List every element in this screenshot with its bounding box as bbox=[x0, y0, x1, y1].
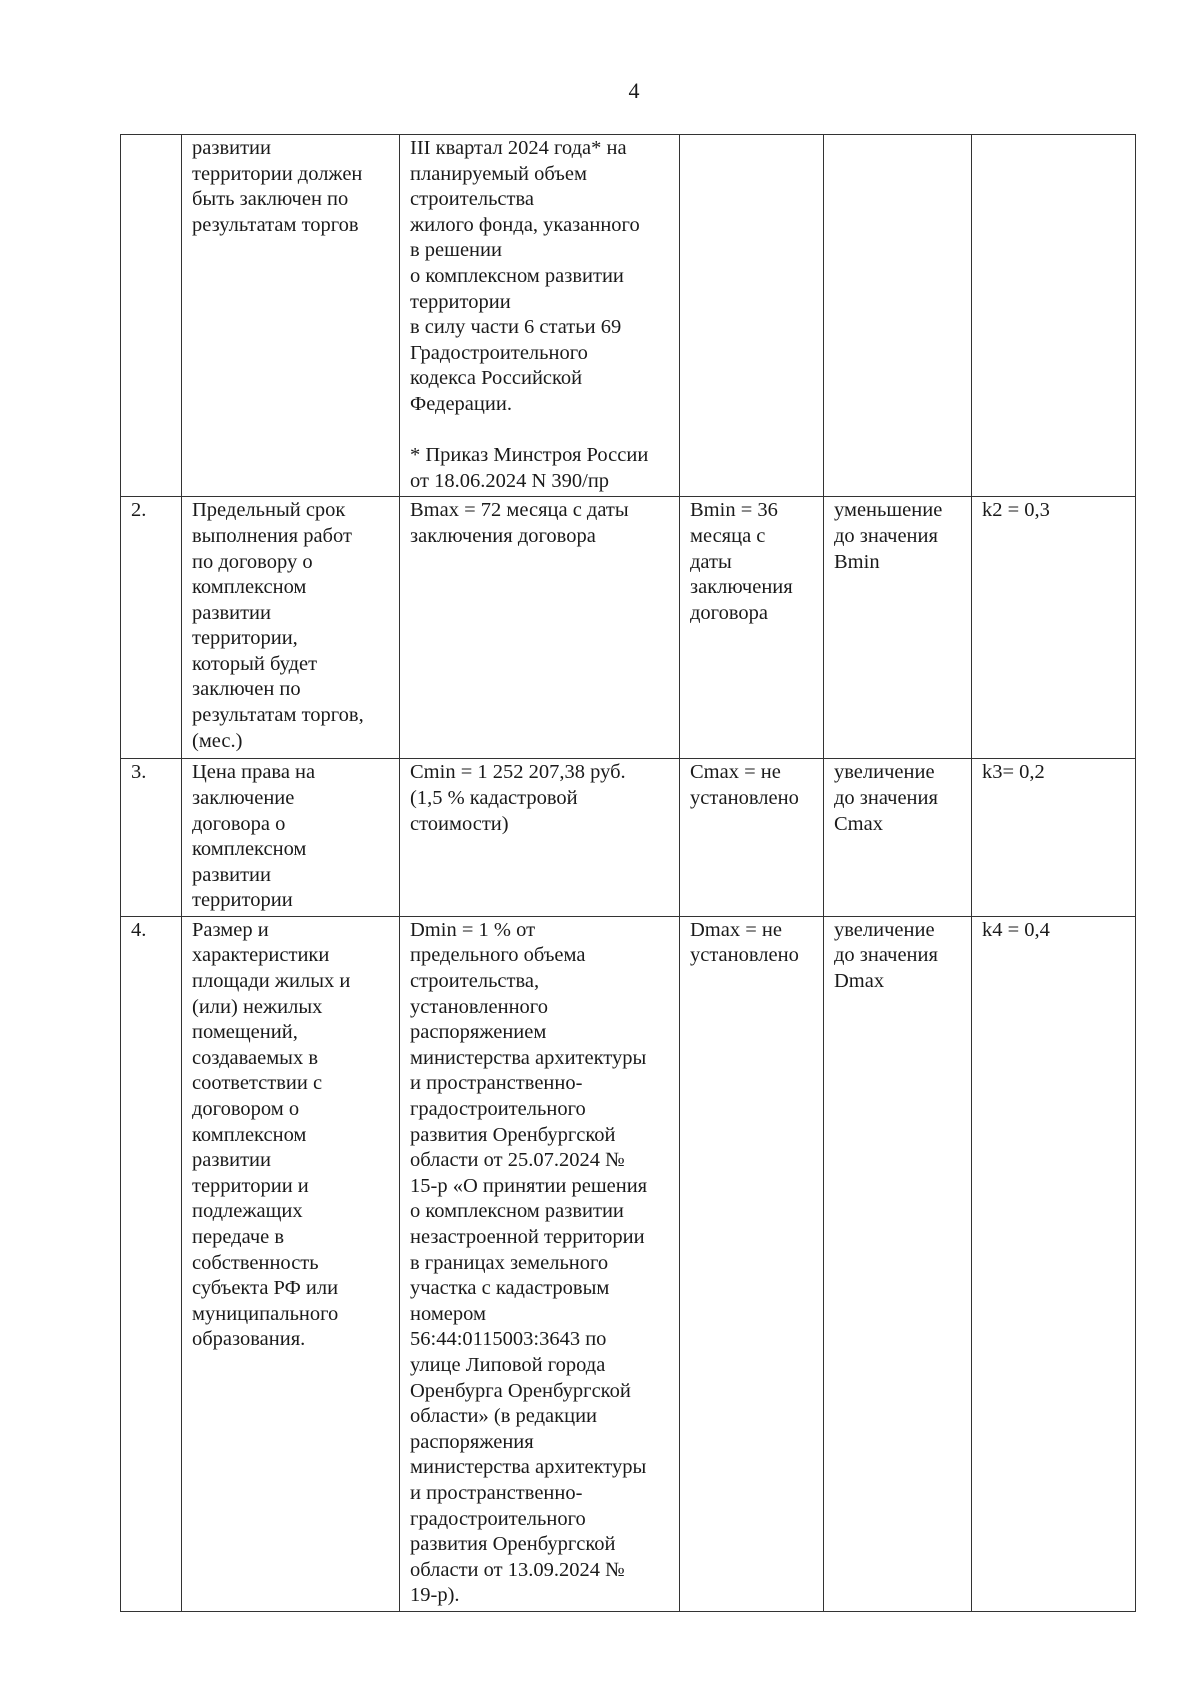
criteria-table bbox=[120, 134, 1136, 1612]
direction-cell: увеличение до значения Cmax bbox=[824, 759, 972, 917]
row-number-cell: 3. bbox=[121, 759, 182, 917]
table-row bbox=[121, 135, 1136, 497]
table-row bbox=[121, 916, 1136, 1611]
direction-cell: увеличение до значения Dmax bbox=[824, 916, 972, 1611]
value-cell: Cmin = 1 252 207,38 руб. (1,5 % кадастровой стоимости) bbox=[400, 759, 680, 917]
direction-cell: уменьшение до значения Bmin bbox=[824, 497, 972, 759]
value-cell: Bmax = 72 месяца с даты заключения договора bbox=[400, 497, 680, 759]
limit-cell bbox=[680, 135, 824, 497]
value-cell: III квартал 2024 года* на планируемый объем строительства жилого фонда, указанного в решении о комплексном развитии территории в силу части 6 статьи 69 Градостроительного кодекса Российской Федерации. * Приказ Минстроя России от 18.06.2024 N 390/пр bbox=[400, 135, 680, 497]
row-number-cell: 2. bbox=[121, 497, 182, 759]
direction-cell bbox=[824, 135, 972, 497]
coefficient-cell: k2 = 0,3 bbox=[972, 497, 1136, 759]
row-number-cell bbox=[121, 135, 182, 497]
criterion-cell: Предельный срок выполнения работ по договору о комплексном развитии территории, который будет заключен по результатам торгов, (мес.) bbox=[182, 497, 400, 759]
criterion-cell: развитии территории должен быть заключен по результатам торгов bbox=[182, 135, 400, 497]
table-row bbox=[121, 497, 1136, 759]
coefficient-cell bbox=[972, 135, 1136, 497]
limit-cell: Dmax = не установлено bbox=[680, 916, 824, 1611]
coefficient-cell: k4 = 0,4 bbox=[972, 916, 1136, 1611]
criterion-cell: Размер и характеристики площади жилых и (или) нежилых помещений, создаваемых в соответствии с договором о комплексном развитии территории и подлежащих передаче в собственность субъекта РФ или муниципального образования. bbox=[182, 916, 400, 1611]
limit-cell: Bmin = 36 месяца с даты заключения договора bbox=[680, 497, 824, 759]
row-number-cell: 4. bbox=[121, 916, 182, 1611]
value-cell: Dmin = 1 % от предельного объема строительства, установленного распоряжением министерства архитектуры и пространственно- градостроительного развития Оренбургской области от 25.07.2024 № 15-р «О принятии решения о комплексном развитии незастроенной территории в границах земельного участка с кадастровым номером 56:44:0115003:3643 по улице Липовой города Оренбурга Оренбургской области» (в редакции распоряжения министерства архитектуры и пространственно- градостроительного развития Оренбургской области от 13.09.2024 № 19-р). bbox=[400, 916, 680, 1611]
page-number: 4 bbox=[628, 78, 640, 103]
criterion-cell: Цена права на заключение договора о комплексном развитии территории bbox=[182, 759, 400, 917]
limit-cell: Cmax = не установлено bbox=[680, 759, 824, 917]
table-row bbox=[121, 759, 1136, 917]
coefficient-cell: k3= 0,2 bbox=[972, 759, 1136, 917]
